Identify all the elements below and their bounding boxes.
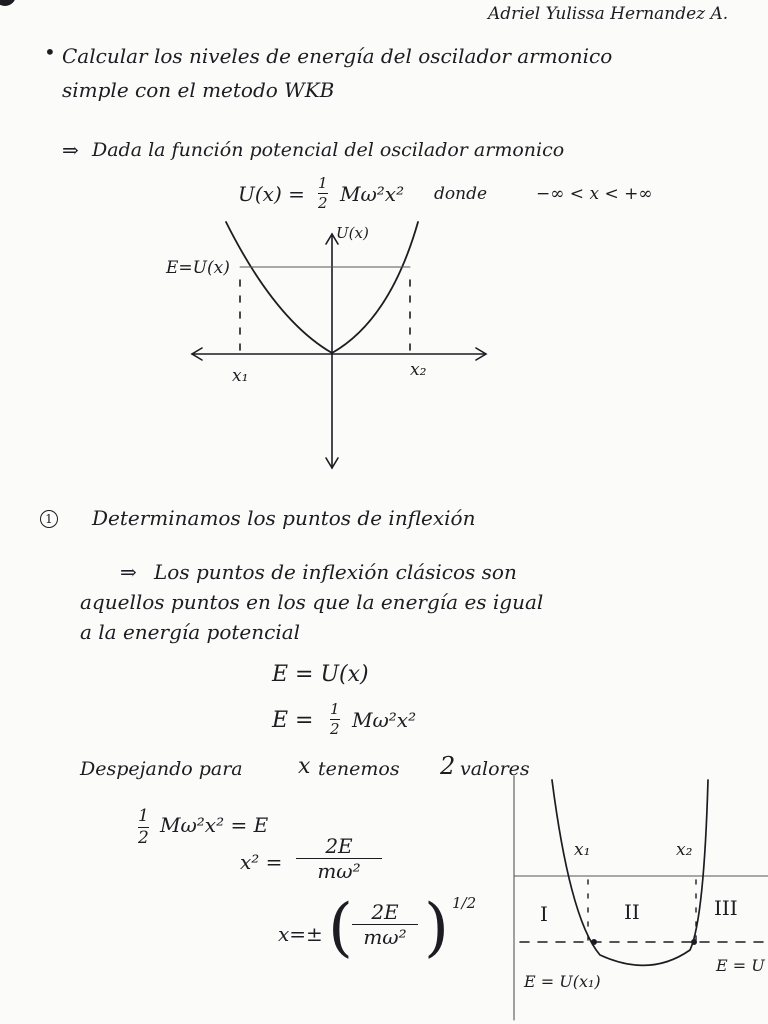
- where-word: donde: [434, 184, 488, 204]
- fraction-numerator: 1: [138, 806, 149, 826]
- potential-rhs: Mω²x²: [340, 182, 405, 206]
- graph2-turning-point-1: [592, 940, 597, 945]
- fraction-denominator: mω²: [317, 859, 361, 883]
- author-name: Adriel Yulissa Hernandez A.: [488, 4, 729, 24]
- graph2-x1-label: x₁: [574, 840, 591, 860]
- region-3-label: III: [714, 896, 738, 920]
- fraction-denominator: 2: [138, 828, 149, 848]
- intro-text: Dada la función potencial del oscilador armonico: [92, 139, 565, 161]
- eqC-exponent: 1/2: [452, 894, 477, 912]
- eqC-right-paren: ): [424, 891, 449, 965]
- step1-equation-1: E = U(x): [272, 662, 369, 687]
- step1-line-3: a la energía potencial: [80, 620, 301, 644]
- graph2-energy-label: E = U(x₁): [524, 972, 601, 991]
- arrow-implies: ⇒: [62, 138, 79, 162]
- step1-line-2: aquellos puntos en los que la energía es igual: [80, 590, 544, 614]
- step1-line-1: Los puntos de inflexión clásicos son: [154, 560, 517, 584]
- solve-text-a: Despejando para: [80, 758, 243, 780]
- fraction-numerator: 1: [318, 174, 328, 192]
- eqB-lhs: x² =: [240, 850, 283, 874]
- eqA-rhs: Mω²x² = E: [160, 813, 269, 837]
- solve-count: 2: [440, 752, 456, 780]
- graph2-energy-label-cut: E = U: [716, 956, 765, 975]
- fraction-denominator: 2: [318, 194, 328, 212]
- potential-lhs: U(x) =: [238, 182, 305, 206]
- solve-variable: x: [298, 754, 311, 779]
- graph1-energy-label: E=U(x): [166, 258, 230, 278]
- region-1-label: I: [540, 902, 548, 926]
- graph1-x2-label: x₂: [410, 360, 427, 380]
- step1-equation-2-lhs: E =: [272, 708, 314, 733]
- fraction-denominator: mω²: [363, 925, 407, 949]
- solve-text-c: valores: [460, 758, 530, 780]
- graph2-turning-point-2: [692, 940, 697, 945]
- graph1-x1-label: x₁: [232, 366, 249, 386]
- step-number-circle: 1: [40, 510, 58, 528]
- step1-equation-2-rhs: Mω²x²: [352, 708, 417, 732]
- eqC-lhs: x=±: [278, 922, 323, 946]
- bullet-marker: •: [44, 40, 56, 64]
- graph2-x2-label: x₂: [676, 840, 693, 860]
- fraction-numerator: 2E: [371, 900, 399, 924]
- eqC-left-paren: (: [328, 891, 353, 965]
- fraction-numerator: 2E: [325, 834, 353, 858]
- fraction-numerator: 1: [330, 700, 340, 718]
- task-line-2: simple con el metodo WKB: [62, 78, 335, 102]
- task-line-1: Calcular los niveles de energía del oscilador armonico: [62, 44, 613, 68]
- fraction-denominator: 2: [330, 720, 340, 738]
- solve-text-b: tenemos: [318, 758, 400, 780]
- graph1-ylabel: U(x): [336, 224, 369, 242]
- step1-arrow: ⇒: [120, 560, 137, 584]
- graph2-potential-curve: [552, 780, 708, 965]
- x-domain: −∞ < x < +∞: [536, 184, 653, 204]
- region-2-label: II: [624, 900, 640, 924]
- step1-title: Determinamos los puntos de inflexión: [92, 506, 476, 530]
